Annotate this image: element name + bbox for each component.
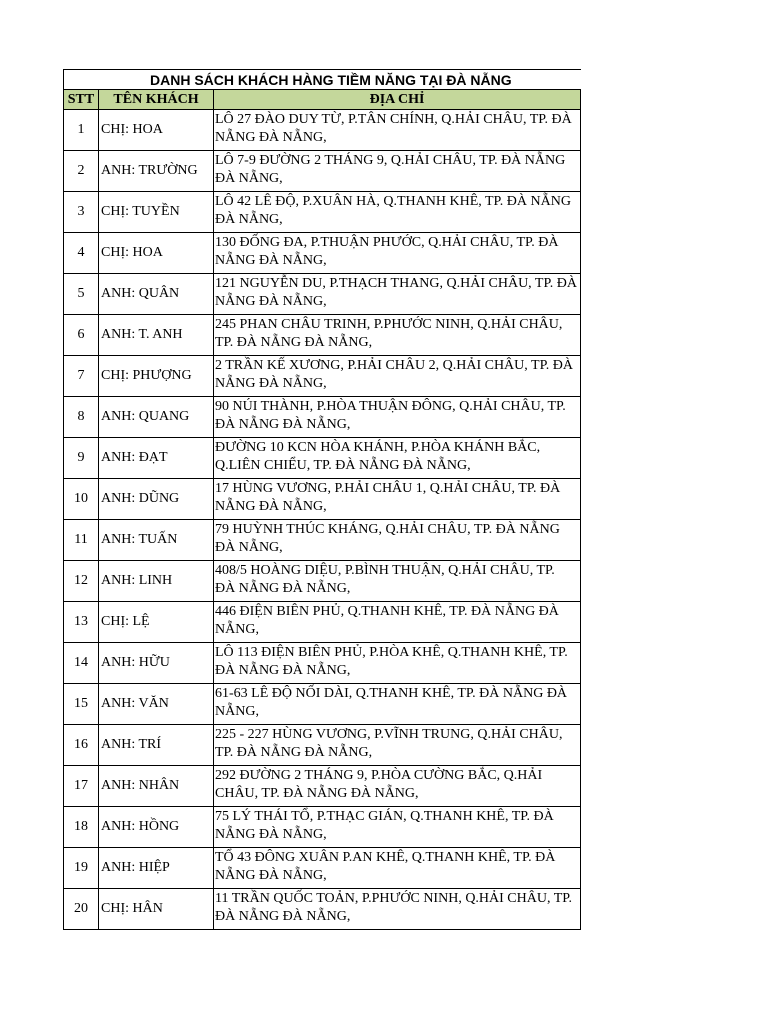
table-row bbox=[64, 356, 581, 397]
row-address: 446 ĐIỆN BIÊN PHỦ, Q.THANH KHÊ, TP. ĐÀ NẴNG ĐÀ NẴNG, bbox=[214, 602, 581, 643]
row-stt: 18 bbox=[64, 807, 99, 848]
row-customer-name: ANH: DŨNG bbox=[99, 479, 214, 520]
row-stt: 20 bbox=[64, 889, 99, 930]
table-row bbox=[64, 807, 581, 848]
row-address: TỔ 43 ĐÔNG XUÂN P.AN KHÊ, Q.THANH KHÊ, TP. ĐÀ NẴNG ĐÀ NẴNG, bbox=[214, 848, 581, 889]
row-stt: 8 bbox=[64, 397, 99, 438]
table-row bbox=[64, 848, 581, 889]
row-customer-name: ANH: NHÂN bbox=[99, 766, 214, 807]
document-title: DANH SÁCH KHÁCH HÀNG TIỀM NĂNG TẠI ĐÀ NẴNG bbox=[64, 70, 581, 90]
row-address: 79 HUỲNH THÚC KHÁNG, Q.HẢI CHÂU, TP. ĐÀ NẴNG ĐÀ NẴNG, bbox=[214, 520, 581, 561]
row-stt: 5 bbox=[64, 274, 99, 315]
row-customer-name: ANH: QUANG bbox=[99, 397, 214, 438]
header-customer-name: TÊN KHÁCH bbox=[99, 90, 214, 110]
row-customer-name: CHỊ: HOA bbox=[99, 110, 214, 151]
table-row bbox=[64, 233, 581, 274]
row-address: 11 TRẦN QUỐC TOẢN, P.PHƯỚC NINH, Q.HẢI CHÂU, TP. ĐÀ NẴNG ĐÀ NẴNG, bbox=[214, 889, 581, 930]
row-stt: 12 bbox=[64, 561, 99, 602]
table-row bbox=[64, 397, 581, 438]
row-stt: 14 bbox=[64, 643, 99, 684]
row-address: LÔ 113 ĐIỆN BIÊN PHỦ, P.HÒA KHÊ, Q.THANH KHÊ, TP. ĐÀ NẴNG ĐÀ NẴNG, bbox=[214, 643, 581, 684]
title-row bbox=[64, 70, 581, 90]
row-stt: 13 bbox=[64, 602, 99, 643]
row-customer-name: ANH: TRÍ bbox=[99, 725, 214, 766]
row-customer-name: ANH: QUÂN bbox=[99, 274, 214, 315]
table-row bbox=[64, 766, 581, 807]
row-stt: 1 bbox=[64, 110, 99, 151]
row-stt: 19 bbox=[64, 848, 99, 889]
row-address: 17 HÙNG VƯƠNG, P.HẢI CHÂU 1, Q.HẢI CHÂU, TP. ĐÀ NẴNG ĐÀ NẴNG, bbox=[214, 479, 581, 520]
row-customer-name: ANH: HỮU bbox=[99, 643, 214, 684]
table-row bbox=[64, 643, 581, 684]
row-customer-name: ANH: HIỆP bbox=[99, 848, 214, 889]
row-address: 90 NÚI THÀNH, P.HÒA THUẬN ĐÔNG, Q.HẢI CHÂU, TP. ĐÀ NẴNG ĐÀ NẴNG, bbox=[214, 397, 581, 438]
row-customer-name: CHỊ: TUYỀN bbox=[99, 192, 214, 233]
table-body bbox=[64, 110, 581, 930]
row-stt: 6 bbox=[64, 315, 99, 356]
table-row bbox=[64, 110, 581, 151]
header-address: ĐỊA CHỈ bbox=[214, 90, 581, 110]
row-stt: 16 bbox=[64, 725, 99, 766]
header-stt: STT bbox=[64, 90, 99, 110]
row-address: 75 LÝ THÁI TỔ, P.THẠC GIÁN, Q.THANH KHÊ, TP. ĐÀ NẴNG ĐÀ NẴNG, bbox=[214, 807, 581, 848]
row-address: 408/5 HOÀNG DIỆU, P.BÌNH THUẬN, Q.HẢI CHÂU, TP. ĐÀ NẴNG ĐÀ NẴNG, bbox=[214, 561, 581, 602]
table-row bbox=[64, 561, 581, 602]
row-stt: 7 bbox=[64, 356, 99, 397]
row-stt: 9 bbox=[64, 438, 99, 479]
row-stt: 2 bbox=[64, 151, 99, 192]
row-stt: 11 bbox=[64, 520, 99, 561]
row-customer-name: CHỊ: LỆ bbox=[99, 602, 214, 643]
table-row bbox=[64, 889, 581, 930]
row-customer-name: CHỊ: PHƯỢNG bbox=[99, 356, 214, 397]
row-address: 2 TRẦN KẾ XƯƠNG, P.HẢI CHÂU 2, Q.HẢI CHÂU, TP. ĐÀ NẴNG ĐÀ NẴNG, bbox=[214, 356, 581, 397]
table-row bbox=[64, 151, 581, 192]
row-customer-name: ANH: TRƯỜNG bbox=[99, 151, 214, 192]
table-row bbox=[64, 438, 581, 479]
row-address: 245 PHAN CHÂU TRINH, P.PHƯỚC NINH, Q.HẢI CHÂU, TP. ĐÀ NẴNG ĐÀ NẴNG, bbox=[214, 315, 581, 356]
row-address: LÔ 7-9 ĐƯỜNG 2 THÁNG 9, Q.HẢI CHÂU, TP. ĐÀ NẴNG ĐÀ NẴNG, bbox=[214, 151, 581, 192]
row-address: 130 ĐỐNG ĐA, P.THUẬN PHƯỚC, Q.HẢI CHÂU, TP. ĐÀ NẴNG ĐÀ NẴNG, bbox=[214, 233, 581, 274]
row-customer-name: ANH: T. ANH bbox=[99, 315, 214, 356]
table-row bbox=[64, 315, 581, 356]
row-stt: 3 bbox=[64, 192, 99, 233]
table-row bbox=[64, 274, 581, 315]
row-customer-name: ANH: LINH bbox=[99, 561, 214, 602]
row-customer-name: ANH: TUẤN bbox=[99, 520, 214, 561]
row-address: ĐƯỜNG 10 KCN HÒA KHÁNH, P.HÒA KHÁNH BẮC, Q.LIÊN CHIỂU, TP. ĐÀ NẴNG ĐÀ NẴNG, bbox=[214, 438, 581, 479]
row-customer-name: CHỊ: HÂN bbox=[99, 889, 214, 930]
table-row bbox=[64, 520, 581, 561]
row-customer-name: ANH: ĐẠT bbox=[99, 438, 214, 479]
row-address: 61-63 LÊ ĐỘ NỐI DÀI, Q.THANH KHÊ, TP. ĐÀ NẴNG ĐÀ NẴNG, bbox=[214, 684, 581, 725]
row-customer-name: ANH: VĂN bbox=[99, 684, 214, 725]
row-stt: 4 bbox=[64, 233, 99, 274]
row-address: LÔ 27 ĐÀO DUY TỪ, P.TÂN CHÍNH, Q.HẢI CHÂU, TP. ĐÀ NẴNG ĐÀ NẴNG, bbox=[214, 110, 581, 151]
row-address: 121 NGUYỄN DU, P.THẠCH THANG, Q.HẢI CHÂU, TP. ĐÀ NẴNG ĐÀ NẴNG, bbox=[214, 274, 581, 315]
row-address: LÔ 42 LÊ ĐỘ, P.XUÂN HÀ, Q.THANH KHÊ, TP. ĐÀ NẴNG ĐÀ NẴNG, bbox=[214, 192, 581, 233]
row-stt: 15 bbox=[64, 684, 99, 725]
row-stt: 17 bbox=[64, 766, 99, 807]
table-row bbox=[64, 684, 581, 725]
row-address: 225 - 227 HÙNG VƯƠNG, P.VĨNH TRUNG, Q.HẢI CHÂU, TP. ĐÀ NẴNG ĐÀ NẴNG, bbox=[214, 725, 581, 766]
header-row bbox=[64, 90, 581, 110]
row-customer-name: ANH: HỒNG bbox=[99, 807, 214, 848]
customer-table bbox=[63, 69, 581, 930]
table-row bbox=[64, 602, 581, 643]
table-row bbox=[64, 479, 581, 520]
table-row bbox=[64, 725, 581, 766]
row-stt: 10 bbox=[64, 479, 99, 520]
row-customer-name: CHỊ: HOA bbox=[99, 233, 214, 274]
row-address: 292 ĐƯỜNG 2 THÁNG 9, P.HÒA CƯỜNG BẮC, Q.HẢI CHÂU, TP. ĐÀ NẴNG ĐÀ NẴNG, bbox=[214, 766, 581, 807]
table-row bbox=[64, 192, 581, 233]
customer-list-sheet bbox=[63, 69, 580, 930]
